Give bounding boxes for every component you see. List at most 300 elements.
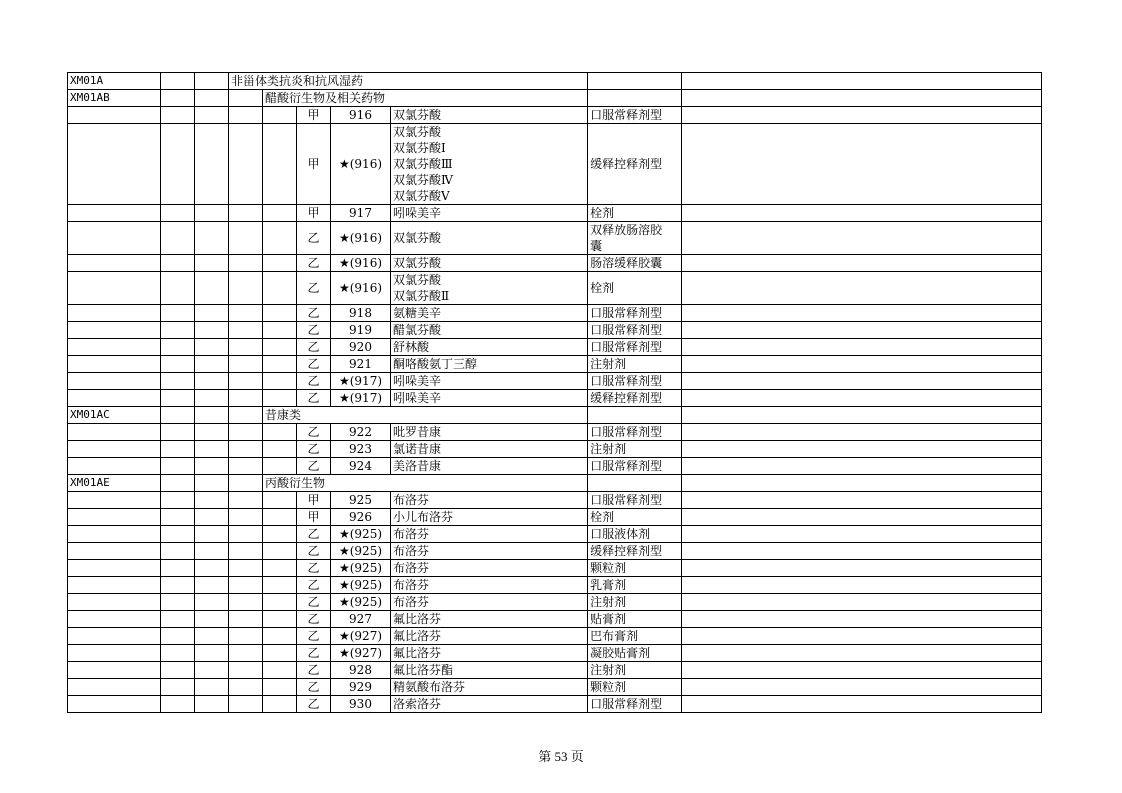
cell-line: 贴膏剂 xyxy=(590,612,627,626)
drug-row xyxy=(68,628,1042,645)
drug-row xyxy=(68,124,1042,205)
empty-cell xyxy=(68,322,161,339)
drug-number-cell: 924 xyxy=(331,458,391,475)
section-title: 昔康类 xyxy=(263,407,588,424)
empty-cell xyxy=(263,594,297,611)
dosage-form-cell xyxy=(588,628,682,645)
cell-line: 口服常释剂型 xyxy=(590,697,663,711)
empty-cell xyxy=(161,594,195,611)
dosage-form-cell xyxy=(588,305,682,322)
empty-cell xyxy=(263,441,297,458)
cell-line: 吲哚美辛 xyxy=(393,391,442,405)
empty-cell xyxy=(161,107,195,124)
drug-name-cell xyxy=(391,696,588,713)
cell-line: 布洛芬 xyxy=(393,561,430,575)
empty-cell xyxy=(263,424,297,441)
empty-cell xyxy=(161,407,195,424)
empty-cell xyxy=(161,322,195,339)
cell-line: 双氯芬酸Ⅱ xyxy=(393,289,450,303)
empty-cell xyxy=(195,305,229,322)
page-number: 第 53 页 xyxy=(538,749,584,764)
drug-name-cell xyxy=(391,107,588,124)
empty-cell xyxy=(161,577,195,594)
empty-cell xyxy=(263,222,297,255)
empty-cell xyxy=(229,492,263,509)
dosage-form-cell xyxy=(588,560,682,577)
empty-cell xyxy=(161,205,195,222)
empty-cell xyxy=(263,107,297,124)
empty-cell xyxy=(229,679,263,696)
section-code: XM01AE xyxy=(68,475,161,492)
drug-name-cell xyxy=(391,322,588,339)
cell-line: 注射剂 xyxy=(590,663,627,677)
drug-name-cell xyxy=(391,356,588,373)
empty-cell xyxy=(229,645,263,662)
empty-cell xyxy=(229,205,263,222)
category-cell: 乙 xyxy=(297,526,331,543)
drug-number-cell: ★(917) xyxy=(331,390,391,407)
empty-cell xyxy=(161,356,195,373)
drug-number-cell: 920 xyxy=(331,339,391,356)
dosage-form-cell xyxy=(588,339,682,356)
empty-cell xyxy=(195,205,229,222)
empty-cell xyxy=(68,356,161,373)
cell-line: 口服常释剂型 xyxy=(590,459,663,473)
remarks-cell xyxy=(682,662,1042,679)
cell-line: 双氯芬酸Ⅳ xyxy=(393,173,453,187)
remarks-cell xyxy=(682,205,1042,222)
empty-cell xyxy=(263,611,297,628)
cell-line: 精氨酸布洛芬 xyxy=(393,680,466,694)
cell-line: 双氯芬酸 xyxy=(393,108,442,122)
drug-row xyxy=(68,543,1042,560)
empty-cell xyxy=(195,373,229,390)
empty-cell xyxy=(263,679,297,696)
cell-line: 口服常释剂型 xyxy=(590,323,663,337)
cell-line: 口服常释剂型 xyxy=(590,108,663,122)
remarks-cell xyxy=(682,679,1042,696)
drug-number-cell: ★(916) xyxy=(331,255,391,272)
dosage-form-cell xyxy=(588,90,682,107)
dosage-form-cell xyxy=(588,73,682,90)
empty-cell xyxy=(263,662,297,679)
drug-number-cell: ★(925) xyxy=(331,526,391,543)
cell-line: 布洛芬 xyxy=(393,578,430,592)
empty-cell xyxy=(229,696,263,713)
drug-name-cell xyxy=(391,390,588,407)
drug-number-cell: 928 xyxy=(331,662,391,679)
empty-cell xyxy=(161,424,195,441)
drug-number-cell: 922 xyxy=(331,424,391,441)
empty-cell xyxy=(161,526,195,543)
empty-cell xyxy=(68,339,161,356)
drug-name-cell xyxy=(391,611,588,628)
drug-number-cell: ★(925) xyxy=(331,594,391,611)
empty-cell xyxy=(195,390,229,407)
empty-cell xyxy=(161,373,195,390)
category-cell: 乙 xyxy=(297,662,331,679)
remarks-cell xyxy=(682,475,1042,492)
drug-number-cell: 926 xyxy=(331,509,391,526)
empty-cell xyxy=(161,305,195,322)
empty-cell xyxy=(68,577,161,594)
drug-number-cell: 925 xyxy=(331,492,391,509)
drug-row xyxy=(68,222,1042,255)
drug-number-cell: 916 xyxy=(331,107,391,124)
empty-cell xyxy=(195,628,229,645)
drug-number-cell: 930 xyxy=(331,696,391,713)
cell-line: 注射剂 xyxy=(590,442,627,456)
section-row xyxy=(68,73,1042,90)
dosage-form-cell xyxy=(588,475,682,492)
category-cell: 乙 xyxy=(297,390,331,407)
drug-row xyxy=(68,356,1042,373)
dosage-form-cell xyxy=(588,645,682,662)
drug-row xyxy=(68,526,1042,543)
drug-name-cell xyxy=(391,679,588,696)
empty-cell xyxy=(229,662,263,679)
empty-cell xyxy=(161,560,195,577)
cell-line: 氟比洛芬 xyxy=(393,612,442,626)
cell-line: 美洛昔康 xyxy=(393,459,442,473)
empty-cell xyxy=(263,645,297,662)
empty-cell xyxy=(263,492,297,509)
dosage-form-cell xyxy=(588,509,682,526)
cell-line: 吲哚美辛 xyxy=(393,374,442,388)
category-cell: 乙 xyxy=(297,356,331,373)
drug-row xyxy=(68,560,1042,577)
drug-row xyxy=(68,107,1042,124)
empty-cell xyxy=(229,458,263,475)
drug-row xyxy=(68,662,1042,679)
empty-cell xyxy=(195,543,229,560)
drug-name-cell xyxy=(391,222,588,255)
empty-cell xyxy=(161,679,195,696)
empty-cell xyxy=(195,441,229,458)
drug-row xyxy=(68,458,1042,475)
empty-cell xyxy=(195,107,229,124)
category-cell: 甲 xyxy=(297,492,331,509)
remarks-cell xyxy=(682,441,1042,458)
drug-number-cell: 918 xyxy=(331,305,391,322)
empty-cell xyxy=(161,543,195,560)
cell-line: 栓剂 xyxy=(590,510,615,524)
remarks-cell xyxy=(682,577,1042,594)
empty-cell xyxy=(195,73,229,90)
empty-cell xyxy=(263,322,297,339)
cell-line: 布洛芬 xyxy=(393,527,430,541)
cell-line: 氟比洛芬 xyxy=(393,629,442,643)
empty-cell xyxy=(229,222,263,255)
empty-cell xyxy=(68,628,161,645)
drug-name-cell xyxy=(391,205,588,222)
empty-cell xyxy=(263,124,297,205)
cell-line: 双氯芬酸 xyxy=(393,256,442,270)
drug-number-cell: ★(925) xyxy=(331,577,391,594)
cell-line: 吲哚美辛 xyxy=(393,206,442,220)
empty-cell xyxy=(161,222,195,255)
drug-row xyxy=(68,205,1042,222)
category-cell: 乙 xyxy=(297,322,331,339)
empty-cell xyxy=(263,339,297,356)
empty-cell xyxy=(161,73,195,90)
drug-row xyxy=(68,390,1042,407)
drug-number-cell: 921 xyxy=(331,356,391,373)
category-cell: 乙 xyxy=(297,679,331,696)
drug-name-cell xyxy=(391,124,588,205)
empty-cell xyxy=(68,696,161,713)
category-cell: 乙 xyxy=(297,305,331,322)
drug-number-cell: 919 xyxy=(331,322,391,339)
empty-cell xyxy=(195,645,229,662)
empty-cell xyxy=(229,107,263,124)
dosage-form-cell xyxy=(588,222,682,255)
empty-cell xyxy=(161,628,195,645)
cell-line: 双氯芬酸 xyxy=(393,125,442,139)
drug-number-cell: ★(916) xyxy=(331,272,391,305)
drug-name-cell xyxy=(391,526,588,543)
cell-line: 醋氯芬酸 xyxy=(393,323,442,337)
empty-cell xyxy=(195,611,229,628)
category-cell: 乙 xyxy=(297,628,331,645)
drug-name-cell xyxy=(391,628,588,645)
dosage-form-cell xyxy=(588,526,682,543)
empty-cell xyxy=(161,339,195,356)
empty-cell xyxy=(229,509,263,526)
drug-number-cell: ★(925) xyxy=(331,543,391,560)
empty-cell xyxy=(68,458,161,475)
cell-line: 氯诺昔康 xyxy=(393,442,442,456)
section-code: XM01AB xyxy=(68,90,161,107)
remarks-cell xyxy=(682,339,1042,356)
empty-cell xyxy=(161,458,195,475)
category-cell: 乙 xyxy=(297,543,331,560)
category-cell: 乙 xyxy=(297,611,331,628)
dosage-form-cell xyxy=(588,696,682,713)
empty-cell xyxy=(161,696,195,713)
drug-row xyxy=(68,594,1042,611)
empty-cell xyxy=(263,526,297,543)
empty-cell xyxy=(68,611,161,628)
drug-name-cell xyxy=(391,339,588,356)
cell-line: 双氯芬酸Ⅲ xyxy=(393,157,453,171)
remarks-cell xyxy=(682,222,1042,255)
dosage-form-cell xyxy=(588,407,682,424)
drug-number-cell: ★(925) xyxy=(331,560,391,577)
category-cell: 乙 xyxy=(297,645,331,662)
empty-cell xyxy=(195,339,229,356)
empty-cell xyxy=(263,458,297,475)
drug-name-cell xyxy=(391,272,588,305)
drug-row xyxy=(68,679,1042,696)
drug-row xyxy=(68,255,1042,272)
drug-name-cell xyxy=(391,305,588,322)
drug-name-cell xyxy=(391,645,588,662)
category-cell: 甲 xyxy=(297,107,331,124)
drug-row xyxy=(68,611,1042,628)
cell-line: 布洛芬 xyxy=(393,544,430,558)
cell-line: 口服常释剂型 xyxy=(590,374,663,388)
category-cell: 甲 xyxy=(297,509,331,526)
empty-cell xyxy=(229,407,263,424)
remarks-cell xyxy=(682,611,1042,628)
empty-cell xyxy=(263,255,297,272)
section-code: XM01A xyxy=(68,73,161,90)
cell-line: 氟比洛芬 xyxy=(393,646,442,660)
cell-line: 双氯芬酸 xyxy=(393,273,442,287)
category-cell: 乙 xyxy=(297,458,331,475)
drug-name-cell xyxy=(391,543,588,560)
dosage-form-cell xyxy=(588,272,682,305)
remarks-cell xyxy=(682,305,1042,322)
empty-cell xyxy=(161,509,195,526)
remarks-cell xyxy=(682,628,1042,645)
remarks-cell xyxy=(682,390,1042,407)
category-cell: 乙 xyxy=(297,594,331,611)
dosage-form-cell xyxy=(588,577,682,594)
category-cell: 乙 xyxy=(297,373,331,390)
cell-line: 口服常释剂型 xyxy=(590,493,663,507)
cell-line: 缓释控释剂型 xyxy=(590,157,663,171)
empty-cell xyxy=(161,645,195,662)
empty-cell xyxy=(229,526,263,543)
empty-cell xyxy=(229,543,263,560)
remarks-cell xyxy=(682,124,1042,205)
remarks-cell xyxy=(682,696,1042,713)
empty-cell xyxy=(161,441,195,458)
drug-row xyxy=(68,373,1042,390)
empty-cell xyxy=(195,90,229,107)
empty-cell xyxy=(263,509,297,526)
empty-cell xyxy=(195,509,229,526)
empty-cell xyxy=(229,356,263,373)
dosage-form-cell xyxy=(588,255,682,272)
empty-cell xyxy=(229,560,263,577)
cell-line: 氟比洛芬酯 xyxy=(393,663,454,677)
empty-cell xyxy=(229,628,263,645)
empty-cell xyxy=(229,124,263,205)
empty-cell xyxy=(68,424,161,441)
drug-row xyxy=(68,645,1042,662)
dosage-form-cell xyxy=(588,458,682,475)
remarks-cell xyxy=(682,73,1042,90)
drug-number-cell: ★(916) xyxy=(331,124,391,205)
empty-cell xyxy=(68,272,161,305)
category-cell: 乙 xyxy=(297,222,331,255)
cell-line: 双氯芬酸Ⅰ xyxy=(393,141,446,155)
remarks-cell xyxy=(682,492,1042,509)
empty-cell xyxy=(229,424,263,441)
empty-cell xyxy=(195,272,229,305)
empty-cell xyxy=(161,255,195,272)
section-row xyxy=(68,475,1042,492)
drug-name-cell xyxy=(391,255,588,272)
cell-line: 吡罗昔康 xyxy=(393,425,442,439)
cell-line: 栓剂 xyxy=(590,281,615,295)
empty-cell xyxy=(161,272,195,305)
remarks-cell xyxy=(682,373,1042,390)
drug-row xyxy=(68,272,1042,305)
drug-row xyxy=(68,424,1042,441)
empty-cell xyxy=(195,679,229,696)
empty-cell xyxy=(68,526,161,543)
drug-row xyxy=(68,696,1042,713)
drug-name-cell xyxy=(391,492,588,509)
cell-line: 缓释控释剂型 xyxy=(590,391,663,405)
empty-cell xyxy=(195,560,229,577)
drug-number-cell: ★(927) xyxy=(331,628,391,645)
drug-number-cell: 927 xyxy=(331,611,391,628)
drug-number-cell: 923 xyxy=(331,441,391,458)
dosage-form-cell xyxy=(588,441,682,458)
category-cell: 乙 xyxy=(297,560,331,577)
empty-cell xyxy=(68,305,161,322)
empty-cell xyxy=(68,255,161,272)
remarks-cell xyxy=(682,255,1042,272)
dosage-form-cell xyxy=(588,662,682,679)
drug-number-cell: ★(917) xyxy=(331,373,391,390)
category-cell: 甲 xyxy=(297,205,331,222)
section-title: 丙酸衍生物 xyxy=(263,475,588,492)
dosage-form-cell xyxy=(588,373,682,390)
remarks-cell xyxy=(682,424,1042,441)
empty-cell xyxy=(263,373,297,390)
drug-row xyxy=(68,509,1042,526)
cell-line: 颗粒剂 xyxy=(590,680,627,694)
empty-cell xyxy=(195,458,229,475)
empty-cell xyxy=(68,509,161,526)
cell-line: 布洛芬 xyxy=(393,595,430,609)
empty-cell xyxy=(161,124,195,205)
empty-cell xyxy=(195,492,229,509)
empty-cell xyxy=(68,594,161,611)
remarks-cell xyxy=(682,90,1042,107)
cell-line: 酮咯酸氨丁三醇 xyxy=(393,357,478,371)
empty-cell xyxy=(263,543,297,560)
section-row xyxy=(68,407,1042,424)
empty-cell xyxy=(195,322,229,339)
empty-cell xyxy=(195,124,229,205)
empty-cell xyxy=(229,339,263,356)
drug-catalog-table xyxy=(67,72,1042,713)
empty-cell xyxy=(68,205,161,222)
empty-cell xyxy=(229,373,263,390)
cell-line: 舒林酸 xyxy=(393,340,430,354)
empty-cell xyxy=(229,390,263,407)
empty-cell xyxy=(195,424,229,441)
empty-cell xyxy=(195,662,229,679)
remarks-cell xyxy=(682,272,1042,305)
cell-line: 氨糖美辛 xyxy=(393,306,442,320)
drug-name-cell xyxy=(391,509,588,526)
cell-line: 栓剂 xyxy=(590,206,615,220)
cell-line: 囊 xyxy=(590,239,603,253)
drug-row xyxy=(68,492,1042,509)
empty-cell xyxy=(263,305,297,322)
drug-row xyxy=(68,339,1042,356)
section-title: 非甾体类抗炎和抗风湿药 xyxy=(229,73,588,90)
drug-name-cell xyxy=(391,458,588,475)
cell-line: 凝胶贴膏剂 xyxy=(590,646,651,660)
empty-cell xyxy=(161,90,195,107)
cell-line: 双氯芬酸 xyxy=(393,231,442,245)
empty-cell xyxy=(68,107,161,124)
empty-cell xyxy=(263,696,297,713)
empty-cell xyxy=(195,222,229,255)
remarks-cell xyxy=(682,458,1042,475)
empty-cell xyxy=(263,390,297,407)
empty-cell xyxy=(229,611,263,628)
